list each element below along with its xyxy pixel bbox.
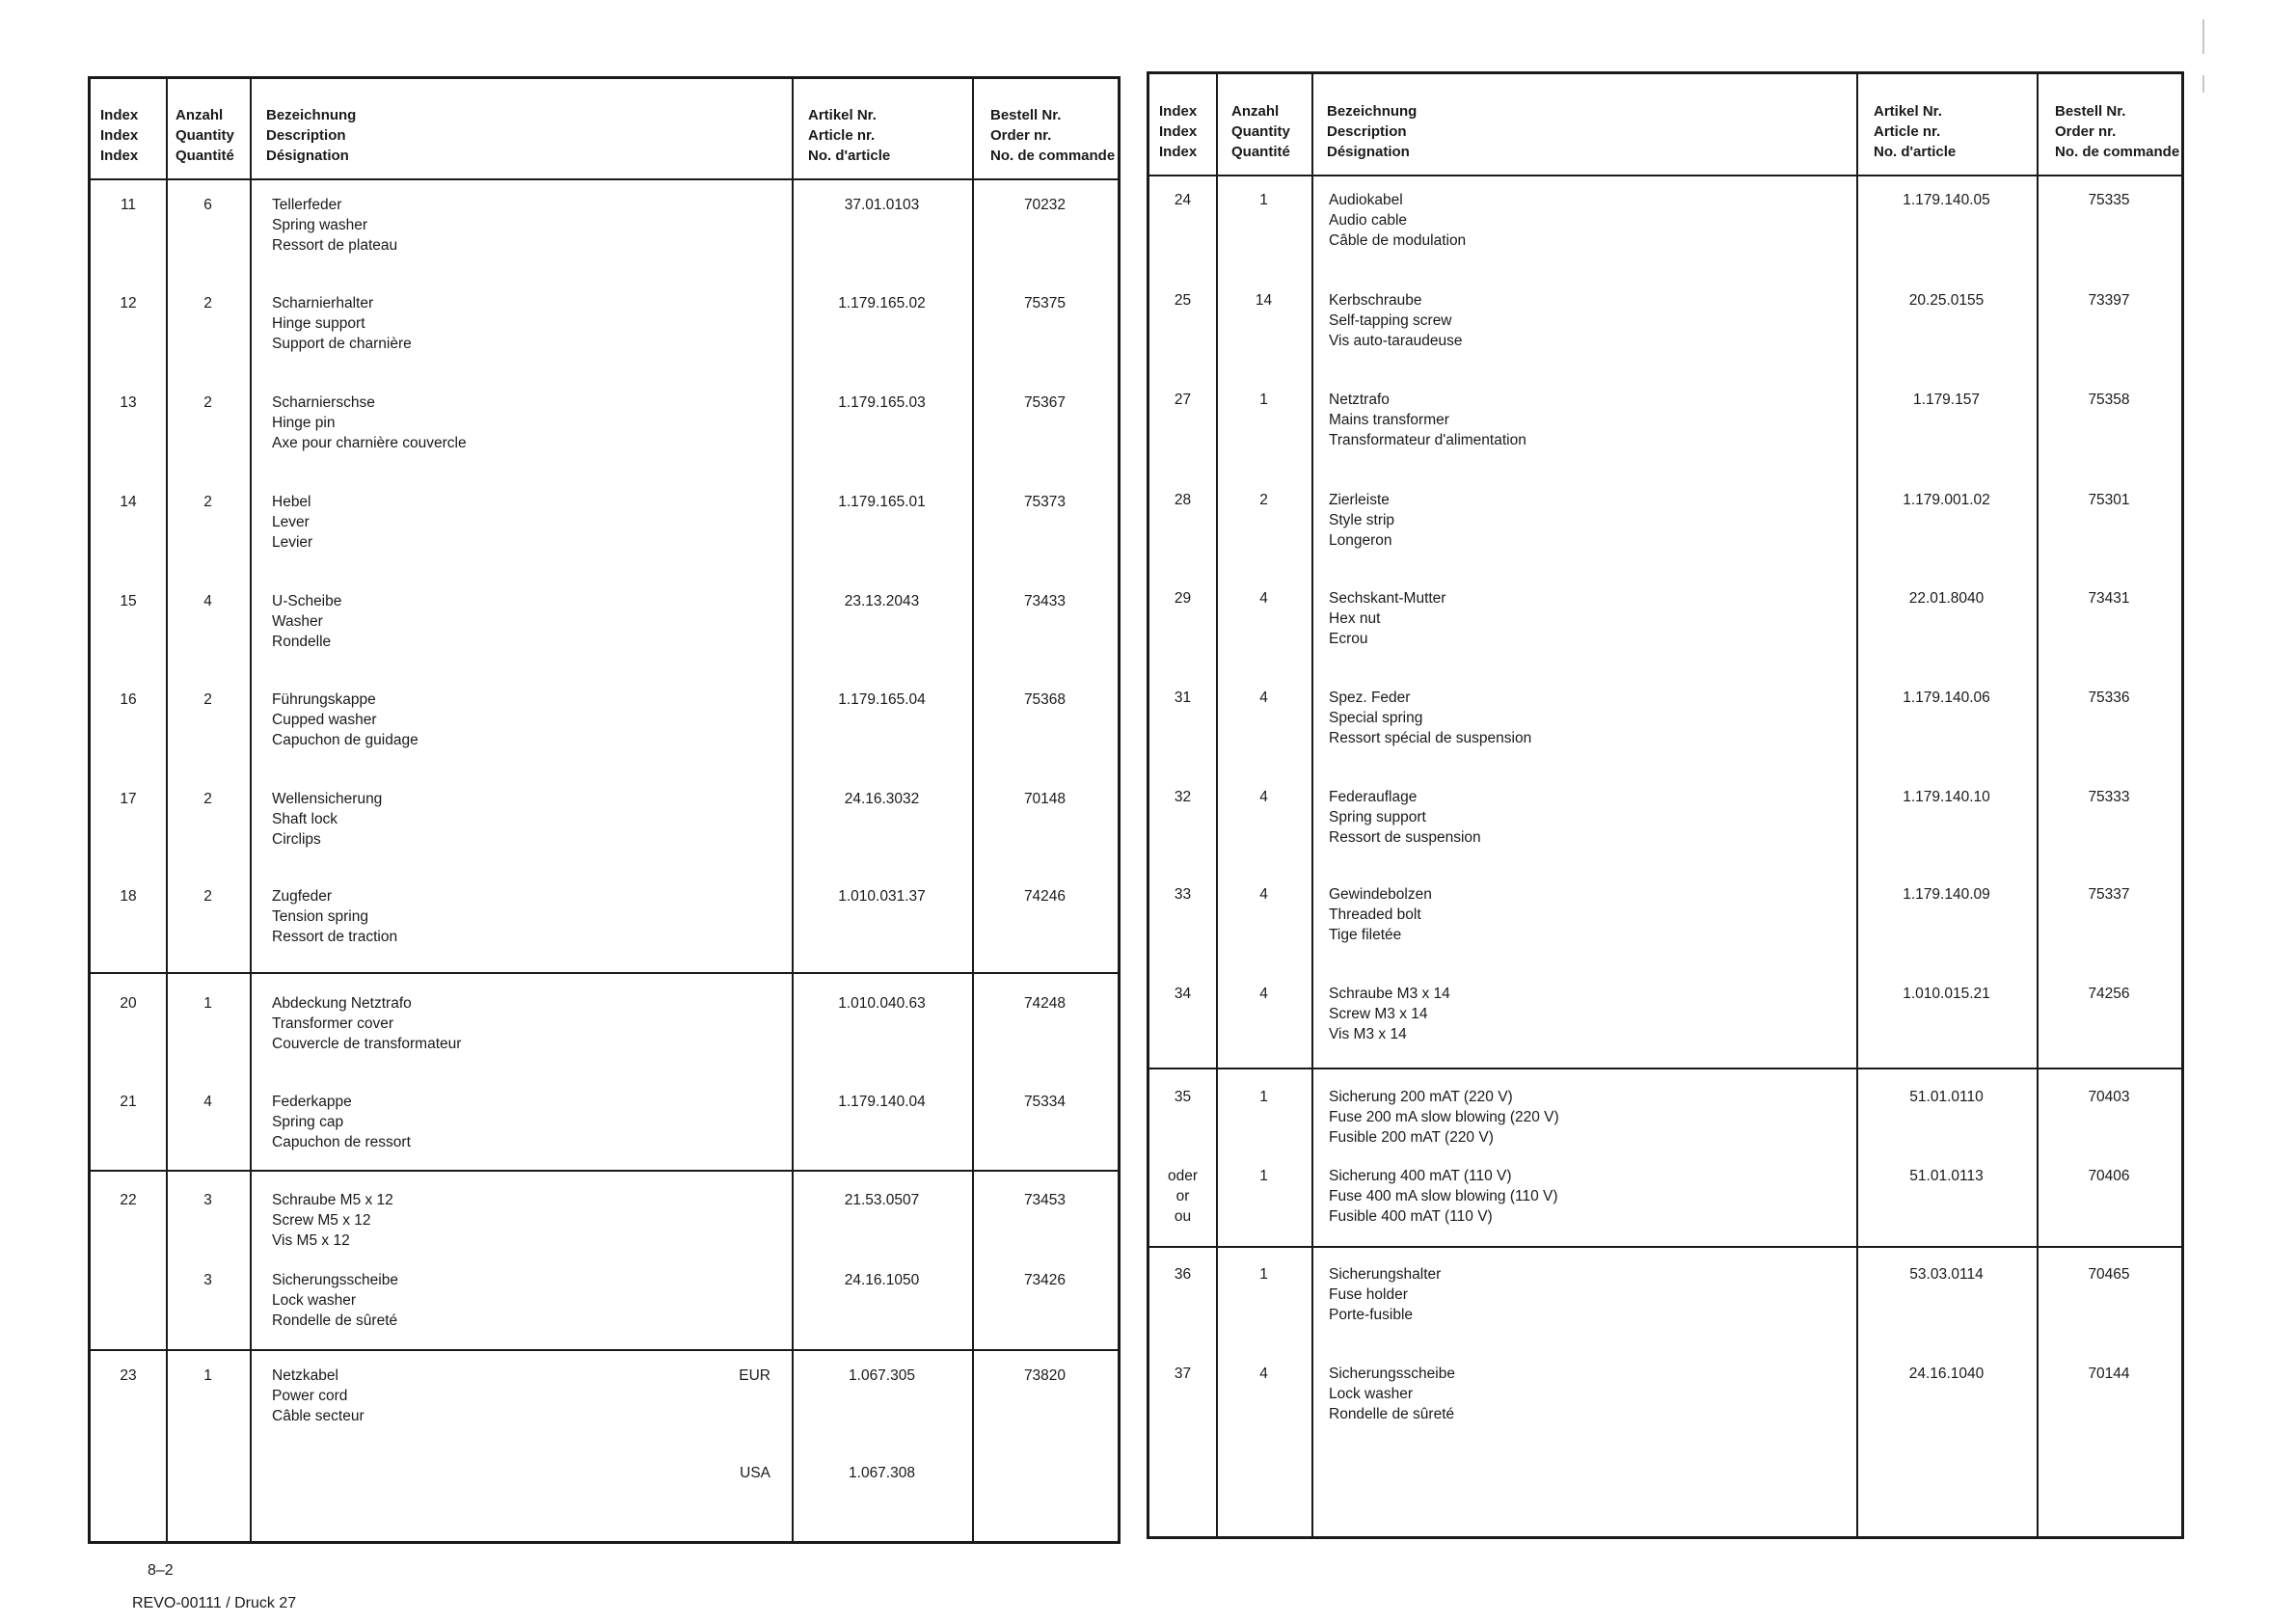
article-number-cell: 1.010.031.37 xyxy=(838,888,926,905)
description-line: Ecrou xyxy=(1329,631,1368,647)
description-line: Rondelle de sûreté xyxy=(1329,1406,1455,1422)
description-line: Vis auto-taraudeuse xyxy=(1329,333,1463,349)
quantity-cell: 2 xyxy=(203,295,212,311)
description-line: Sicherungsscheibe xyxy=(272,1272,398,1288)
order-number-cell: 70406 xyxy=(2088,1168,2130,1184)
index-value: 33 xyxy=(1174,886,1192,903)
article-number-cell: 1.179.165.02 xyxy=(838,295,926,311)
description-line: Spez. Feder xyxy=(1329,690,1411,706)
order-number-cell: 74248 xyxy=(1023,995,1067,1012)
description-cell xyxy=(272,195,397,256)
index-value: 18 xyxy=(120,888,137,905)
description-line: Capuchon de ressort xyxy=(272,1134,411,1150)
article-number-cell: 23.13.2043 xyxy=(844,593,920,609)
description-cell xyxy=(1329,588,1445,649)
header-index: Index Index Index xyxy=(1159,103,1198,160)
scan-mark xyxy=(2202,19,2204,54)
index-value: 12 xyxy=(120,295,137,311)
quantity-cell: 3 xyxy=(203,1272,212,1288)
description-cell xyxy=(1329,1087,1559,1148)
description-line: Câble de modulation xyxy=(1329,232,1467,249)
article-number-cell: 1.179.165.01 xyxy=(838,494,926,510)
header-description: Bezeichnung Description Désignation xyxy=(1327,103,1418,160)
description-line: Hebel xyxy=(272,494,311,510)
index-value: 32 xyxy=(1174,789,1192,805)
index-value: or xyxy=(1175,1188,1190,1204)
description-cell xyxy=(272,492,312,553)
description-line: Vis M5 x 12 xyxy=(272,1232,350,1249)
index-cell xyxy=(91,789,166,809)
index-cell xyxy=(1149,1166,1216,1227)
article-number-cell: 24.16.3032 xyxy=(844,791,920,807)
header-quantity: Anzahl Quantity Quantité xyxy=(1231,103,1290,160)
index-cell xyxy=(91,195,166,215)
description-line: Federauflage xyxy=(1329,789,1418,805)
index-value: 17 xyxy=(120,791,137,807)
order-number-cell: 73433 xyxy=(1023,593,1067,609)
article-number-cell: 21.53.0507 xyxy=(844,1192,920,1208)
article-number-cell: 22.01.8040 xyxy=(1908,590,1985,607)
order-number-cell: 75358 xyxy=(2088,392,2130,408)
description-line: Capuchon de guidage xyxy=(272,732,419,748)
index-cell xyxy=(1149,884,1216,905)
description-line: Couvercle de transformateur xyxy=(272,1036,462,1052)
index-cell xyxy=(1149,490,1216,510)
quantity-cell: 4 xyxy=(1259,886,1268,903)
quantity-cell: 2 xyxy=(203,691,212,708)
description-cell xyxy=(272,293,412,354)
article-number-cell: 24.16.1040 xyxy=(1908,1366,1985,1382)
description-cell xyxy=(1329,1264,1441,1325)
order-number-cell: 70148 xyxy=(1023,791,1067,807)
index-cell xyxy=(1149,984,1216,1004)
description-line: Hinge support xyxy=(272,315,365,332)
description-line: Lever xyxy=(272,514,310,530)
index-cell xyxy=(91,1190,166,1210)
description-cell xyxy=(272,690,419,750)
quantity-cell: 1 xyxy=(1259,1089,1268,1105)
article-number-cell: 1.067.308 xyxy=(849,1465,915,1481)
quantity-cell: 2 xyxy=(203,394,212,411)
left-parts-table xyxy=(88,76,1121,1544)
header-index: Index Index Index xyxy=(100,107,139,164)
index-cell xyxy=(91,1366,166,1386)
description-line: Longeron xyxy=(1329,532,1392,549)
article-number-cell: 1.179.140.04 xyxy=(838,1094,926,1110)
description-line: U-Scheibe xyxy=(272,593,342,609)
index-cell xyxy=(1149,1264,1216,1285)
description-cell xyxy=(272,1190,393,1251)
description-line: Screw M5 x 12 xyxy=(272,1212,371,1229)
article-number-cell: 53.03.0114 xyxy=(1909,1266,1984,1283)
description-line: Netzkabel xyxy=(272,1367,338,1384)
description-line: Gewindebolzen xyxy=(1329,886,1432,903)
quantity-cell: 1 xyxy=(1259,192,1268,208)
quantity-cell: 4 xyxy=(1259,789,1268,805)
quantity-cell: 4 xyxy=(1259,1366,1268,1382)
description-line: Sechskant-Mutter xyxy=(1329,590,1446,607)
description-line: Washer xyxy=(272,613,323,630)
index-cell xyxy=(91,1092,166,1112)
description-line: Support de charnière xyxy=(272,336,412,352)
description-line: Circlips xyxy=(272,831,321,848)
description-line: Schraube M5 x 12 xyxy=(272,1192,393,1208)
index-value: 20 xyxy=(120,995,137,1012)
index-cell xyxy=(91,293,166,313)
description-cell xyxy=(1329,787,1481,848)
article-number-cell: 37.01.0103 xyxy=(844,197,920,213)
description-line: Schraube M3 x 14 xyxy=(1329,986,1450,1002)
description-cell xyxy=(1329,290,1462,351)
order-number-cell: 70232 xyxy=(1023,197,1067,213)
order-number-cell: 75335 xyxy=(2088,192,2130,208)
description-line: Scharnierhalter xyxy=(272,295,374,311)
description-line: Abdeckung Netztrafo xyxy=(272,995,412,1012)
description-cell xyxy=(272,1270,398,1331)
description-cell xyxy=(1329,190,1466,251)
description-cell xyxy=(272,1092,411,1152)
description-line: Sicherung 400 mAT (110 V) xyxy=(1329,1168,1512,1184)
document-reference: REVO-00111 / Druck 27 xyxy=(132,1595,297,1611)
right-parts-table xyxy=(1147,71,2184,1539)
description-cell xyxy=(272,886,397,947)
article-number-cell: 1.179.157 xyxy=(1913,392,1980,408)
quantity-cell: 2 xyxy=(1259,492,1268,508)
index-value: 15 xyxy=(120,593,137,609)
article-number-cell: 1.179.140.10 xyxy=(1903,789,1990,805)
article-number-cell: 24.16.1050 xyxy=(844,1272,920,1288)
order-number-cell: 70144 xyxy=(2088,1366,2130,1382)
description-line: Tellerfeder xyxy=(272,197,342,213)
description-cell xyxy=(1329,1364,1455,1424)
description-line: Zierleiste xyxy=(1329,492,1390,508)
index-value: ou xyxy=(1174,1208,1192,1225)
article-number-cell: 1.067.305 xyxy=(849,1367,915,1384)
description-cell xyxy=(272,993,461,1054)
article-number-cell: 51.01.0113 xyxy=(1909,1168,1984,1184)
description-cell xyxy=(1329,1166,1558,1227)
description-line: Fuse 200 mA slow blowing (220 V) xyxy=(1329,1109,1559,1125)
index-value: 27 xyxy=(1174,392,1192,408)
index-value: 36 xyxy=(1174,1266,1192,1283)
quantity-cell: 1 xyxy=(1259,1168,1268,1184)
order-number-cell: 70403 xyxy=(2088,1089,2130,1105)
header-quantity: Anzahl Quantity Quantité xyxy=(176,107,234,164)
index-cell xyxy=(91,993,166,1014)
description-line: Ressort de suspension xyxy=(1329,829,1481,846)
header-article-nr: Artikel Nr. Article nr. No. d'article xyxy=(1874,103,1957,160)
description-line: Spring cap xyxy=(272,1114,344,1130)
description-line: Zugfeder xyxy=(272,888,333,905)
index-value: 37 xyxy=(1174,1366,1192,1382)
description-line: Cupped washer xyxy=(272,712,377,728)
index-value: 13 xyxy=(120,394,137,411)
description-line: Tige filetée xyxy=(1329,927,1402,943)
order-number-cell: 70465 xyxy=(2088,1266,2130,1283)
description-cell xyxy=(1329,490,1394,551)
order-number-cell: 75367 xyxy=(1023,394,1067,411)
header-order-nr: Bestell Nr. Order nr. No. de commande xyxy=(2055,103,2180,160)
order-number-cell: 75301 xyxy=(2088,492,2130,508)
order-number-cell: 73431 xyxy=(2088,590,2130,607)
article-number-cell: 20.25.0155 xyxy=(1908,292,1985,309)
description-line: Kerbschraube xyxy=(1329,292,1422,309)
description-line: Transformer cover xyxy=(272,1015,394,1032)
quantity-cell: 1 xyxy=(203,1367,212,1384)
index-value: 22 xyxy=(120,1192,137,1208)
index-value: 24 xyxy=(1174,192,1192,208)
description-line: Spring support xyxy=(1329,809,1426,825)
description-line: Fusible 400 mAT (110 V) xyxy=(1329,1208,1493,1225)
index-cell xyxy=(91,591,166,611)
index-cell xyxy=(1149,190,1216,210)
description-cell xyxy=(272,591,341,652)
description-cell xyxy=(1329,688,1531,748)
index-cell xyxy=(91,690,166,710)
quantity-cell: 4 xyxy=(203,593,212,609)
order-number-cell: 74246 xyxy=(1023,888,1067,905)
quantity-cell: 4 xyxy=(1259,590,1268,607)
index-value: 29 xyxy=(1174,590,1192,607)
description-line: Self-tapping screw xyxy=(1329,312,1452,329)
index-cell xyxy=(91,392,166,413)
description-line: Fuse holder xyxy=(1329,1286,1408,1303)
quantity-cell: 14 xyxy=(1255,292,1273,309)
description-line: Fuse 400 mA slow blowing (110 V) xyxy=(1329,1188,1558,1204)
article-number-cell: 1.179.140.05 xyxy=(1903,192,1990,208)
description-line: Führungskappe xyxy=(272,691,376,708)
index-value: 35 xyxy=(1174,1089,1192,1105)
quantity-cell: 1 xyxy=(1259,392,1268,408)
order-number-cell: 75373 xyxy=(1023,494,1067,510)
quantity-cell: 2 xyxy=(203,791,212,807)
header-order-nr: Bestell Nr. Order nr. No. de commande xyxy=(990,107,1116,164)
variant-label: EUR xyxy=(739,1367,770,1384)
header-article-nr: Artikel Nr. Article nr. No. d'article xyxy=(808,107,891,164)
description-line: Tension spring xyxy=(272,908,368,925)
description-line: Porte-fusible xyxy=(1329,1307,1414,1323)
description-line: Ressort de plateau xyxy=(272,237,398,254)
index-value: 28 xyxy=(1174,492,1192,508)
description-line: Wellensicherung xyxy=(272,791,383,807)
description-line: Hex nut xyxy=(1329,610,1381,627)
description-line: Lock washer xyxy=(272,1292,357,1309)
description-line: Special spring xyxy=(1329,710,1423,726)
description-line: Transformateur d'alimentation xyxy=(1329,432,1526,448)
description-line: Audiokabel xyxy=(1329,192,1403,208)
description-line: Threaded bolt xyxy=(1329,906,1421,923)
description-cell xyxy=(1329,884,1432,945)
article-number-cell: 1.179.165.04 xyxy=(838,691,926,708)
description-line: Ressort de traction xyxy=(272,929,398,945)
description-line: Federkappe xyxy=(272,1094,352,1110)
description-line: Lock washer xyxy=(1329,1386,1414,1402)
index-value: 14 xyxy=(120,494,137,510)
description-line: Sicherungsscheibe xyxy=(1329,1366,1455,1382)
variant-label: USA xyxy=(740,1465,770,1481)
description-line: Shaft lock xyxy=(272,811,338,827)
index-value: 34 xyxy=(1174,986,1192,1002)
description-line: Fusible 200 mAT (220 V) xyxy=(1329,1129,1494,1146)
order-number-cell: 73453 xyxy=(1023,1192,1067,1208)
order-number-cell: 75336 xyxy=(2088,690,2130,706)
index-cell xyxy=(1149,290,1216,311)
order-number-cell: 73820 xyxy=(1023,1367,1067,1384)
article-number-cell: 51.01.0110 xyxy=(1909,1089,1984,1105)
description-line: Style strip xyxy=(1329,512,1395,528)
index-value: 21 xyxy=(120,1094,137,1110)
description-line: Rondelle xyxy=(272,634,332,650)
article-number-cell: 1.010.040.63 xyxy=(838,995,926,1012)
page-number: 8–2 xyxy=(148,1562,174,1579)
scan-mark xyxy=(2202,75,2204,93)
index-value: 23 xyxy=(120,1367,137,1384)
quantity-cell: 3 xyxy=(203,1192,212,1208)
description-line: Netztrafo xyxy=(1329,392,1390,408)
description-line: Rondelle de sûreté xyxy=(272,1312,398,1329)
index-cell xyxy=(1149,787,1216,807)
order-number-cell: 73426 xyxy=(1023,1272,1067,1288)
description-line: Power cord xyxy=(272,1388,348,1404)
index-cell xyxy=(1149,390,1216,410)
index-value: 16 xyxy=(120,691,137,708)
index-cell xyxy=(91,492,166,512)
order-number-cell: 74256 xyxy=(2088,986,2130,1002)
order-number-cell: 75375 xyxy=(1023,295,1067,311)
index-cell xyxy=(1149,1087,1216,1107)
description-cell xyxy=(1329,390,1526,450)
index-cell xyxy=(1149,1364,1216,1384)
description-line: Audio cable xyxy=(1329,212,1408,229)
description-line: Levier xyxy=(272,534,313,551)
article-number-cell: 1.179.140.09 xyxy=(1903,886,1990,903)
description-cell xyxy=(272,392,467,453)
description-line: Mains transformer xyxy=(1329,412,1449,428)
order-number-cell: 73397 xyxy=(2088,292,2130,309)
description-line: Ressort spécial de suspension xyxy=(1329,730,1532,746)
quantity-cell: 1 xyxy=(203,995,212,1012)
quantity-cell: 6 xyxy=(203,197,212,213)
header-description: Bezeichnung Description Désignation xyxy=(266,107,357,164)
index-value: 25 xyxy=(1174,292,1192,309)
order-number-cell: 75368 xyxy=(1023,691,1067,708)
article-number-cell: 1.179.001.02 xyxy=(1903,492,1990,508)
article-number-cell: 1.010.015.21 xyxy=(1903,986,1990,1002)
description-line: Scharnierschse xyxy=(272,394,375,411)
quantity-cell: 4 xyxy=(1259,690,1268,706)
description-cell xyxy=(1329,984,1450,1044)
description-line: Screw M3 x 14 xyxy=(1329,1006,1428,1022)
article-number-cell: 1.179.140.06 xyxy=(1903,690,1990,706)
article-number-cell: 1.179.165.03 xyxy=(838,394,926,411)
index-value: oder xyxy=(1167,1168,1199,1184)
description-line: Spring washer xyxy=(272,217,368,233)
quantity-cell: 1 xyxy=(1259,1266,1268,1283)
index-cell xyxy=(1149,588,1216,609)
description-line: Sicherung 200 mAT (220 V) xyxy=(1329,1089,1513,1105)
index-cell xyxy=(91,886,166,906)
index-cell xyxy=(1149,688,1216,708)
description-line: Axe pour charnière couvercle xyxy=(272,435,467,451)
quantity-cell: 4 xyxy=(203,1094,212,1110)
quantity-cell: 2 xyxy=(203,888,212,905)
description-cell xyxy=(272,789,382,850)
quantity-cell: 2 xyxy=(203,494,212,510)
description-line: Sicherungshalter xyxy=(1329,1266,1442,1283)
description-line: Câble secteur xyxy=(272,1408,365,1424)
index-value: 31 xyxy=(1174,690,1192,706)
description-line: Vis M3 x 14 xyxy=(1329,1026,1407,1042)
order-number-cell: 75333 xyxy=(2088,789,2130,805)
quantity-cell: 4 xyxy=(1259,986,1268,1002)
description-line: Hinge pin xyxy=(272,415,336,431)
index-value: 11 xyxy=(120,197,137,213)
order-number-cell: 75334 xyxy=(1023,1094,1067,1110)
order-number-cell: 75337 xyxy=(2088,886,2130,903)
description-cell xyxy=(272,1366,365,1426)
